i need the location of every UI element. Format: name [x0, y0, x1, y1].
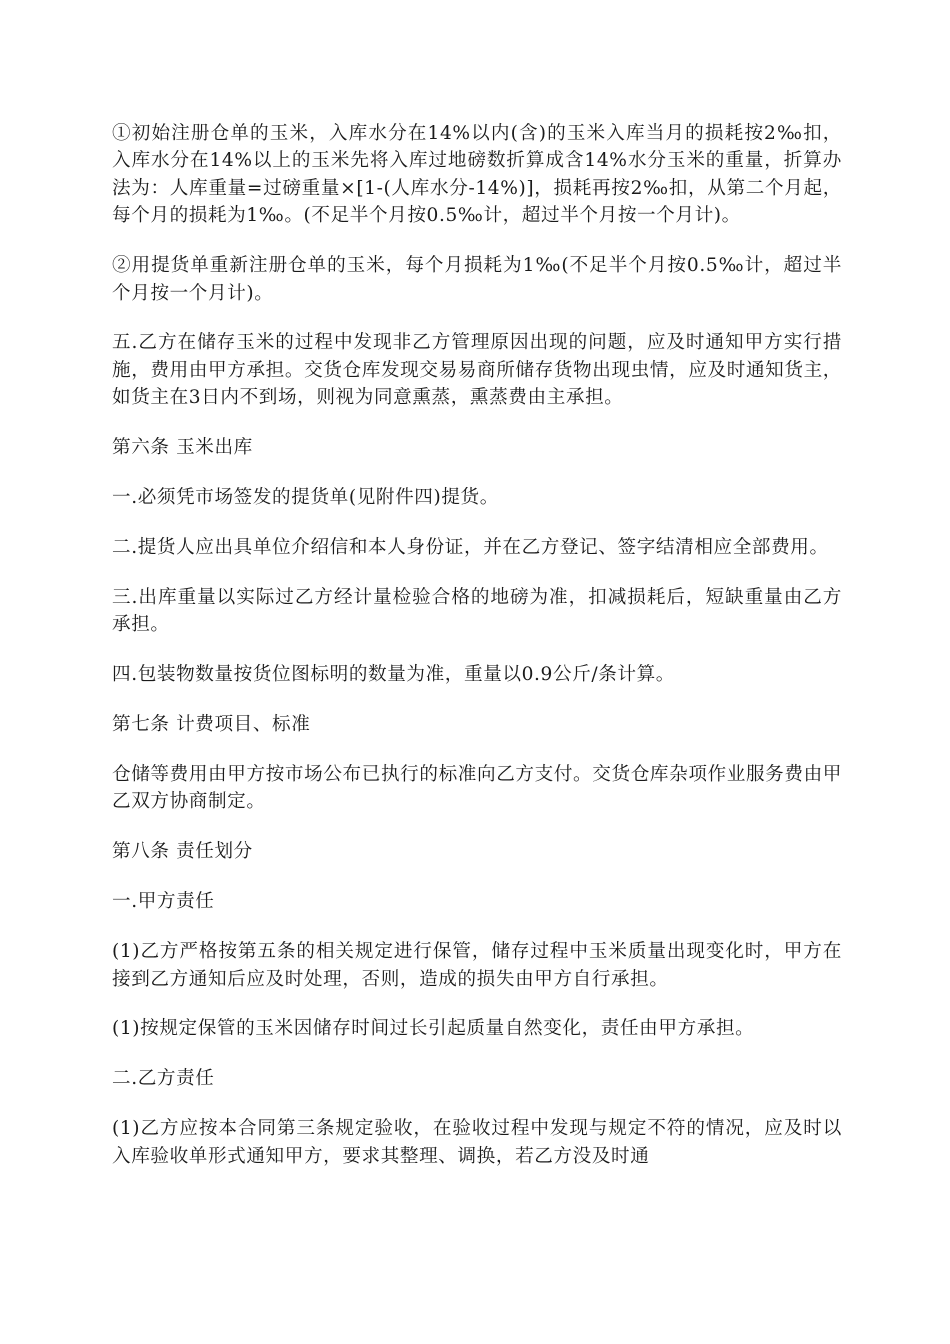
paragraph-clause-5-item-5: 五.乙方在储存玉米的过程中发现非乙方管理原因出现的问题，应及时通知甲方实行措施，费用由甲方承担。交货仓库发现交易易商所储存货物出现虫情，应及时通知货主，如货主在3日内不到场，则视为同意熏蒸，熏蒸费由主承担。 [112, 332, 842, 409]
paragraph-article-7-body: 仓储等费用由甲方按市场公布已执行的标准向乙方支付。交货仓库杂项作业服务费由甲乙双方协商制定。 [112, 764, 842, 813]
paragraph-article-6-item-1: 一.必须凭市场签发的提货单(见附件四)提货。 [112, 487, 499, 509]
heading-article-7: 第七条 计费项目、标准 [112, 714, 311, 736]
paragraph-loss-reregistration: ②用提货单重新注册仓单的玉米，每个月损耗为1‰(不足半个月按0.5‰计，超过半个月按一个月计)。 [112, 255, 842, 304]
paragraph-article-6-item-3: 三.出库重量以实际过乙方经计量检验合格的地磅为准，扣减损耗后，短缺重量由乙方承担。 [112, 586, 842, 636]
paragraph-party-a-item-1: (1)乙方严格按第五条的相关规定进行保管，储存过程中玉米质量出现变化时，甲方在接到乙方通知后应及时处理，否则，造成的损失由甲方自行承担。 [112, 941, 842, 990]
paragraph-article-6-item-4: 四.包装物数量按货位图标明的数量为准，重量以0.9公斤/条计算。 [112, 664, 675, 686]
heading-article-8: 第八条 责任划分 [112, 841, 253, 863]
paragraph-party-b-item-1: (1)乙方应按本合同第三条规定验收，在验收过程中发现与规定不符的情况，应及时以入库验收单形式通知甲方，要求其整理、调换，若乙方没及时通 [112, 1118, 842, 1167]
subheading-party-a-responsibility: 一.甲方责任 [112, 891, 215, 913]
subheading-party-b-responsibility: 二.乙方责任 [112, 1068, 215, 1090]
document-body [112, 120, 842, 1193]
paragraph-party-a-item-2: (1)按规定保管的玉米因储存时间过长引起质量自然变化，责任由甲方承担。 [112, 1018, 755, 1040]
paragraph-loss-initial-registration: ①初始注册仓单的玉米，入库水分在14%以内(含)的玉米入库当月的损耗按2‰扣，入库水分在14%以上的玉米先将入库过地磅数折算成含14%水分玉米的重量，折算办法为：人库重量=过磅重量×[1-(人库水分-14%)]，损耗再按2‰扣，从第二个月起，每个月的损耗为1‰。(不足半个月按0.5‰计，超过半个月按一个月计)。 [112, 123, 842, 227]
heading-article-6: 第六条 玉米出库 [112, 437, 253, 459]
paragraph-article-6-item-2: 二.提货人应出具单位介绍信和本人身份证，并在乙方登记、签字结清相应全部费用。 [112, 536, 829, 558]
